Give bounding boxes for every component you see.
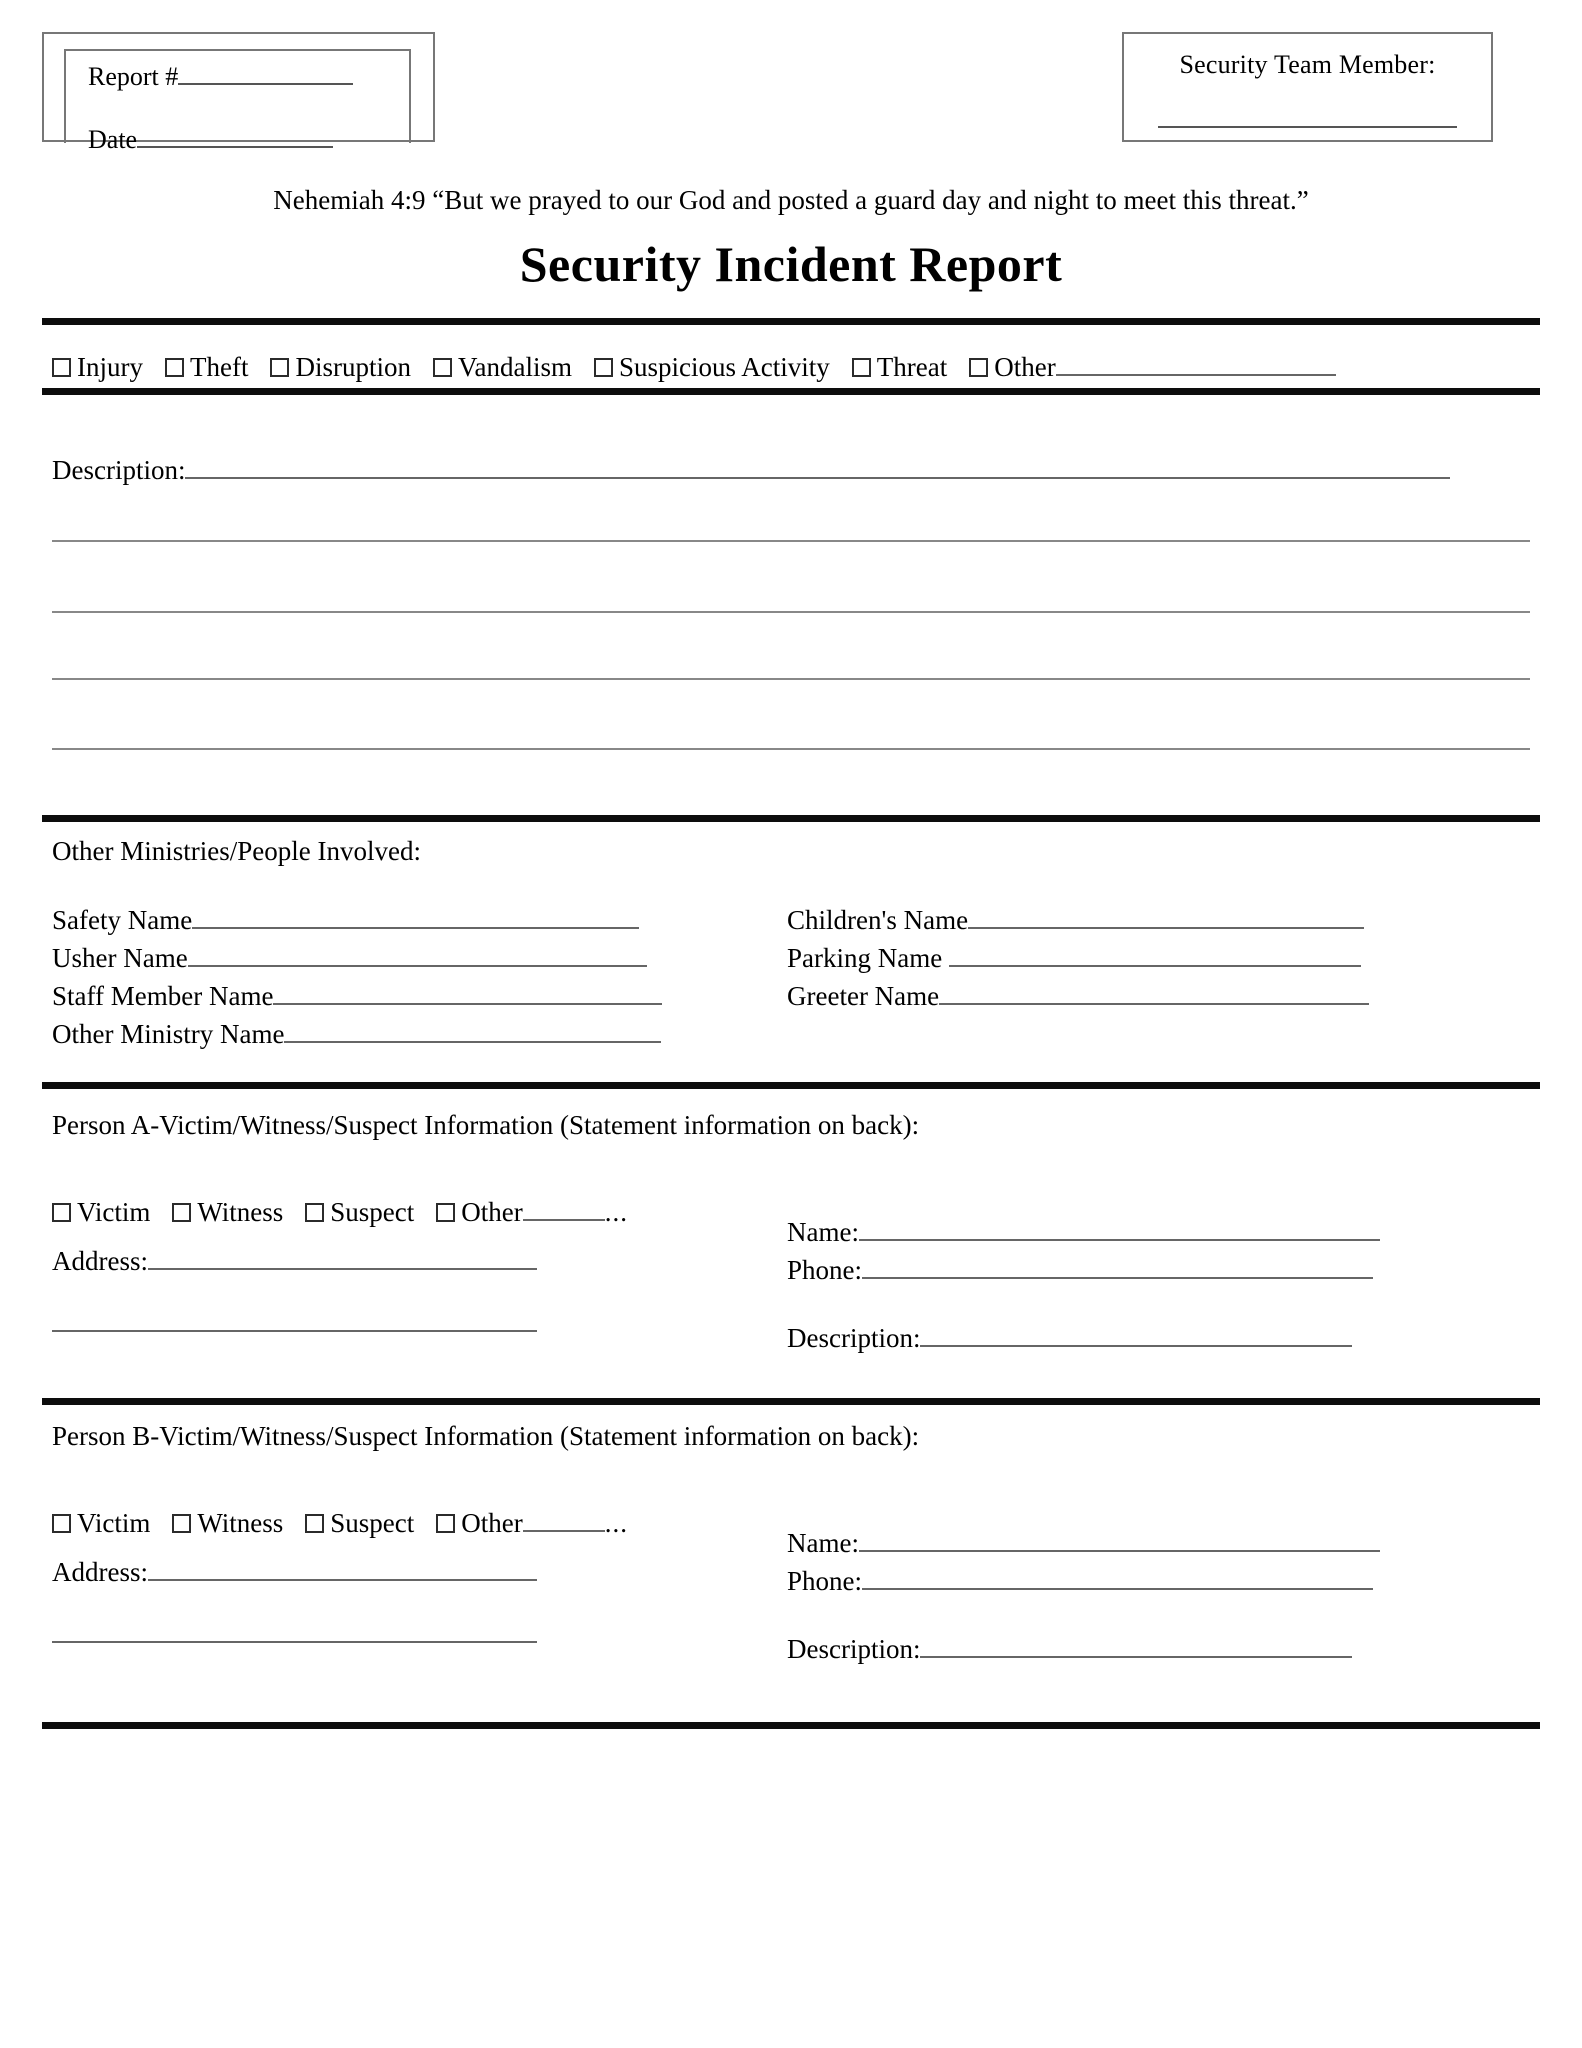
person-b-name-label: Name:: [787, 1528, 859, 1558]
report-number-field[interactable]: [88, 61, 409, 90]
checkbox-icon[interactable]: [165, 358, 184, 377]
checkbox-icon[interactable]: [969, 358, 988, 377]
person-a-checkbox-victim[interactable]: [52, 1197, 150, 1228]
report-id-box-inner: [64, 49, 411, 155]
scripture-verse: Nehemiah 4:9 “But we prayed to our God and posted a guard day and night to meet this threat.”: [273, 185, 1309, 215]
checkbox-item-suspicious-activity[interactable]: [594, 352, 830, 383]
checkbox-item-disruption[interactable]: [270, 352, 411, 383]
date-input-line[interactable]: [137, 124, 333, 148]
description-label: Description:: [52, 455, 186, 485]
person-b-phone-field[interactable]: [787, 1566, 1373, 1597]
checkbox-icon[interactable]: [433, 358, 452, 377]
checkbox-icon[interactable]: [305, 1203, 324, 1222]
checkbox-item-injury[interactable]: [52, 352, 143, 383]
other-ministry-name-input-line[interactable]: [284, 1020, 661, 1043]
person-b-phone-label: Phone:: [787, 1566, 863, 1596]
checkbox-label: Injury: [77, 352, 143, 382]
description-input-line-1[interactable]: [185, 456, 1450, 479]
report-number-input-line[interactable]: [178, 61, 353, 85]
description-input-line-3[interactable]: [52, 611, 1530, 613]
person-b-heading: Person B-Victim/Witness/Suspect Information (Statement information on back):: [52, 1421, 920, 1451]
checkbox-item-theft[interactable]: [165, 352, 248, 383]
childrens-name-label: Children's Name: [787, 905, 969, 935]
checkbox-icon[interactable]: [52, 1203, 71, 1222]
divider-above-incident-types: [42, 318, 1540, 325]
description-field[interactable]: [52, 455, 1450, 486]
checkbox-icon[interactable]: [594, 358, 613, 377]
person-b-phone-input-line[interactable]: [862, 1567, 1373, 1590]
ministries-heading: Other Ministries/People Involved:: [52, 836, 421, 866]
checkbox-icon[interactable]: [270, 358, 289, 377]
person-a-name-label: Name:: [787, 1217, 859, 1247]
checkbox-icon[interactable]: [436, 1203, 455, 1222]
checkbox-icon[interactable]: [172, 1514, 191, 1533]
checkbox-label: Suspect: [330, 1508, 415, 1538]
date-field[interactable]: [88, 124, 409, 153]
checkbox-icon[interactable]: [52, 1514, 71, 1533]
divider-below-description: [42, 815, 1540, 822]
greeter-name-field[interactable]: [787, 981, 1369, 1012]
person-a-description-label: Description:: [787, 1323, 921, 1353]
other-ministry-name-field[interactable]: [52, 1019, 661, 1050]
person-b-description-label: Description:: [787, 1634, 921, 1664]
person-a-phone-field[interactable]: [787, 1255, 1373, 1286]
security-team-member-input-line[interactable]: [1158, 126, 1457, 128]
incident-type-checkbox-row: [52, 352, 1540, 383]
checkbox-item-other[interactable]: [969, 352, 1335, 383]
person-b-name-field[interactable]: [787, 1528, 1380, 1559]
checkbox-label: Other: [994, 352, 1056, 382]
person-a-address-label: Address:: [52, 1246, 148, 1276]
person-a-checkbox-suspect[interactable]: [305, 1197, 414, 1228]
person-a-address-field[interactable]: [52, 1246, 537, 1277]
checkbox-label: Victim: [77, 1508, 151, 1538]
checkbox-icon[interactable]: [305, 1514, 324, 1533]
checkbox-label: Other: [461, 1197, 523, 1227]
checkbox-label: Witness: [197, 1508, 284, 1538]
checkbox-label: Witness: [197, 1197, 284, 1227]
usher-name-input-line[interactable]: [188, 944, 647, 967]
person-a-address-input-line-1[interactable]: [148, 1247, 537, 1270]
description-input-line-5[interactable]: [52, 748, 1530, 750]
person-b-address-input-line-2[interactable]: [52, 1641, 537, 1643]
checkbox-label: Suspect: [330, 1197, 415, 1227]
other-ministry-name-label: Other Ministry Name: [52, 1019, 285, 1049]
parking-name-label: Parking Name: [787, 943, 949, 973]
person-b-other-trailing: ...: [604, 1508, 629, 1538]
parking-name-field[interactable]: [787, 943, 1361, 974]
person-a-name-field[interactable]: [787, 1217, 1380, 1248]
staff-member-name-input-line[interactable]: [273, 982, 662, 1005]
usher-name-label: Usher Name: [52, 943, 188, 973]
childrens-name-input-line[interactable]: [968, 906, 1364, 929]
person-b-checkbox-victim[interactable]: [52, 1508, 150, 1539]
staff-member-name-label: Staff Member Name: [52, 981, 274, 1011]
person-b-address-input-line-1[interactable]: [148, 1558, 537, 1581]
report-number-label: Report #: [88, 62, 179, 91]
checkbox-icon[interactable]: [852, 358, 871, 377]
safety-name-input-line[interactable]: [192, 906, 639, 929]
childrens-name-field[interactable]: [787, 905, 1364, 936]
person-a-phone-label: Phone:: [787, 1255, 863, 1285]
person-a-address-input-line-2[interactable]: [52, 1330, 537, 1332]
person-a-checkbox-witness[interactable]: [172, 1197, 283, 1228]
checkbox-label: Other: [461, 1508, 523, 1538]
security-team-member-box: [1122, 32, 1493, 142]
person-a-description-field[interactable]: [787, 1323, 1352, 1354]
greeter-name-label: Greeter Name: [787, 981, 940, 1011]
person-b-checkbox-other[interactable]: [436, 1508, 628, 1539]
divider-bottom: [42, 1722, 1540, 1729]
checkbox-item-threat[interactable]: [852, 352, 947, 383]
person-a-heading: Person A-Victim/Witness/Suspect Information (Statement information on back):: [52, 1110, 920, 1140]
person-a-name-input-line[interactable]: [859, 1218, 1380, 1241]
person-b-description-input-line[interactable]: [920, 1635, 1352, 1658]
checkbox-label: Threat: [876, 352, 948, 382]
staff-member-name-field[interactable]: [52, 981, 662, 1012]
checkbox-item-vandalism[interactable]: [433, 352, 572, 383]
divider-above-person-a: [42, 1082, 1540, 1089]
safety-name-field[interactable]: [52, 905, 639, 936]
page-title: Security Incident Report: [519, 236, 1063, 292]
person-a-other-trailing: ...: [604, 1197, 629, 1227]
divider-below-incident-types: [42, 388, 1540, 395]
divider-above-person-b: [42, 1398, 1540, 1405]
checkbox-label: Victim: [77, 1197, 151, 1227]
description-input-line-4[interactable]: [52, 678, 1530, 680]
person-a-phone-input-line[interactable]: [862, 1256, 1373, 1279]
person-a-other-input-line[interactable]: [523, 1199, 605, 1221]
report-id-box: [42, 32, 435, 155]
checkbox-icon[interactable]: [52, 358, 71, 377]
person-b-description-field[interactable]: [787, 1634, 1352, 1665]
checkbox-label: Suspicious Activity: [618, 352, 830, 382]
checkbox-label: Vandalism: [457, 352, 572, 382]
person-b-checkbox-witness[interactable]: [172, 1508, 283, 1539]
checkbox-label: Disruption: [295, 352, 411, 382]
safety-name-label: Safety Name: [52, 905, 193, 935]
usher-name-field[interactable]: [52, 943, 647, 974]
date-label: Date: [88, 125, 138, 155]
security-team-member-label: Security Team Member:: [1179, 50, 1436, 79]
person-b-checkbox-suspect[interactable]: [305, 1508, 414, 1539]
description-input-line-2[interactable]: [52, 540, 1530, 542]
person-b-name-input-line[interactable]: [859, 1529, 1380, 1552]
person-a-description-input-line[interactable]: [920, 1324, 1352, 1347]
incident-type-other-input-line[interactable]: [1056, 354, 1336, 376]
person-a-checkbox-other[interactable]: [436, 1197, 628, 1228]
parking-name-input-line[interactable]: [949, 944, 1361, 967]
checkbox-icon[interactable]: [172, 1203, 191, 1222]
checkbox-icon[interactable]: [436, 1514, 455, 1533]
person-b-address-field[interactable]: [52, 1557, 537, 1588]
person-b-other-input-line[interactable]: [523, 1510, 605, 1532]
checkbox-label: Theft: [189, 352, 249, 382]
person-b-address-label: Address:: [52, 1557, 148, 1587]
greeter-name-input-line[interactable]: [939, 982, 1369, 1005]
